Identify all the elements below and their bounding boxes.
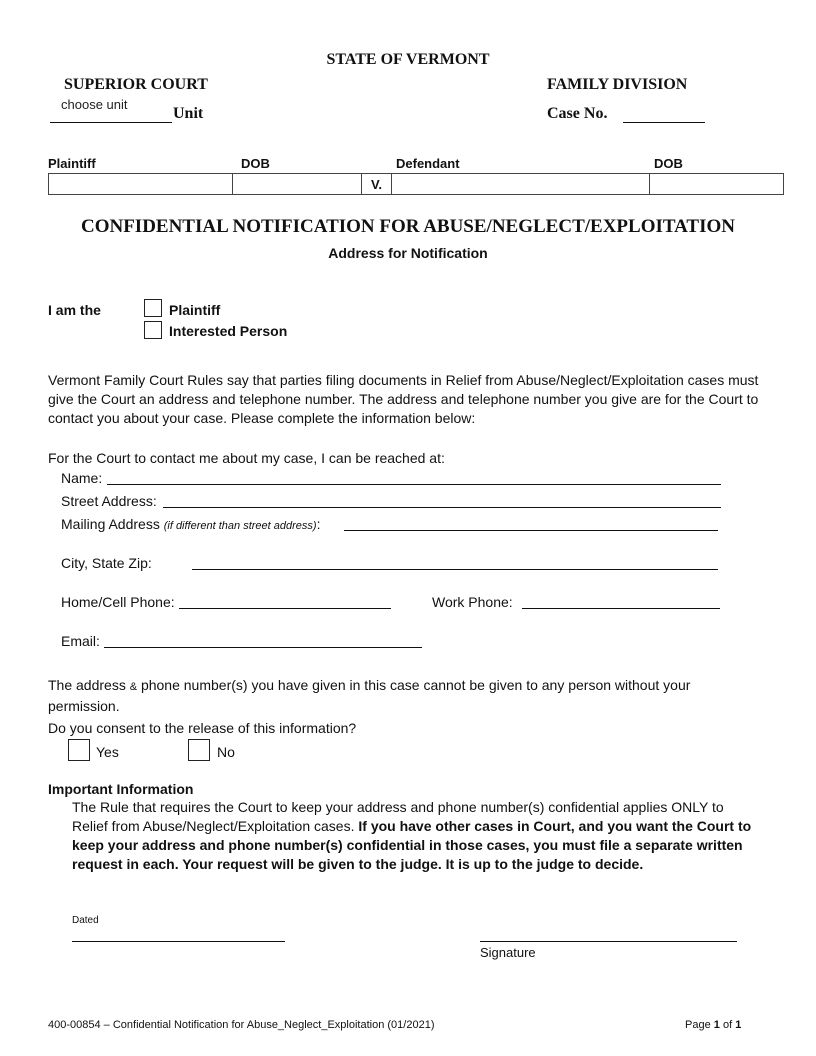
parties-table [48,173,784,195]
interested-person-checkbox[interactable] [144,321,162,339]
consent-no-checkbox[interactable] [188,739,210,761]
form-id: 400-00854 – Confidential Notification for Abuse_Neglect_Exploitation (01/2021) [48,1019,435,1031]
email-label: Email: [61,633,100,649]
consent-no-label: No [217,744,235,760]
important-heading: Important Information [48,781,194,797]
dated-label: Dated [72,915,99,926]
home-phone-field[interactable] [179,594,391,609]
consent-question: Do you consent to the release of this information? [48,720,357,736]
release-statement: The address & phone number(s) you have given in this case cannot be given to any person without your permission. [48,677,691,714]
consent-yes-label: Yes [96,744,119,760]
name-field[interactable] [107,470,721,485]
consent-yes-checkbox[interactable] [68,739,90,761]
signature-field[interactable] [480,927,737,942]
city-state-zip-field[interactable] [192,555,718,570]
division-name: FAMILY DIVISION [547,76,688,93]
intro-paragraph: Vermont Family Court Rules say that parties filing documents in Relief from Abuse/Neglect/Exploitation cases must give the Court an address and telephone number. The address and telephone number you give are for the Court to contact you about your case. Please complete the information below: [48,372,759,426]
street-address-label: Street Address: [61,493,157,509]
mailing-address-note: (if different than street address) [163,520,317,532]
unit-line [50,106,172,123]
unit-label: Unit [173,105,204,122]
work-phone-field[interactable] [522,594,720,609]
case-no-label: Case No. [547,105,608,122]
plaintiff-dob-field[interactable] [233,174,362,195]
role-label: I am the [48,302,101,318]
plaintiff-field[interactable] [49,174,233,195]
date-field[interactable] [72,927,285,942]
plaintiff-checkbox[interactable] [144,299,162,317]
case-no-field[interactable] [623,106,705,123]
email-field[interactable] [104,633,422,648]
plaintiff-option-label: Plaintiff [169,302,221,318]
defendant-dob-label: DOB [654,156,683,171]
signature-label: Signature [480,945,536,960]
street-address-field[interactable] [163,493,721,508]
defendant-field[interactable] [392,174,650,195]
mailing-address-field[interactable] [344,516,718,531]
contact-lead: For the Court to contact me about my case, I can be reached at: [48,450,445,466]
versus-cell: V. [362,174,392,195]
unit-select[interactable]: choose unit [61,97,128,112]
state-title: STATE OF VERMONT [326,51,490,68]
important-paragraph: The Rule that requires the Court to keep your address and phone number(s) confidential applies ONLY to Relief from Abuse/Neglect/Exploitation cases. If you have other cases in Court, and you want the Court to keep your address and phone number(s) confidential in those cases, you must file a separate written request in each. Your request will be given to the judge. It is up to the judge to decide. [72,799,752,872]
name-label: Name: [61,470,103,486]
interested-person-option-label: Interested Person [169,323,288,339]
plaintiff-dob-label: DOB [241,156,270,171]
defendant-dob-field[interactable] [650,174,784,195]
plaintiff-label: Plaintiff [48,156,96,171]
form-title: CONFIDENTIAL NOTIFICATION FOR ABUSE/NEGLECT/EXPLOITATION [80,216,736,237]
city-state-zip-label: City, State Zip: [61,555,152,571]
page-indicator: Page 1 of 1 [685,1019,742,1031]
work-phone-label: Work Phone: [432,594,513,610]
home-phone-label: Home/Cell Phone: [61,594,175,610]
form-subtitle: Address for Notification [328,245,488,261]
court-name: SUPERIOR COURT [64,76,208,93]
mailing-address-label: Mailing Address (if different than street address): [61,516,321,532]
defendant-label: Defendant [396,156,460,171]
